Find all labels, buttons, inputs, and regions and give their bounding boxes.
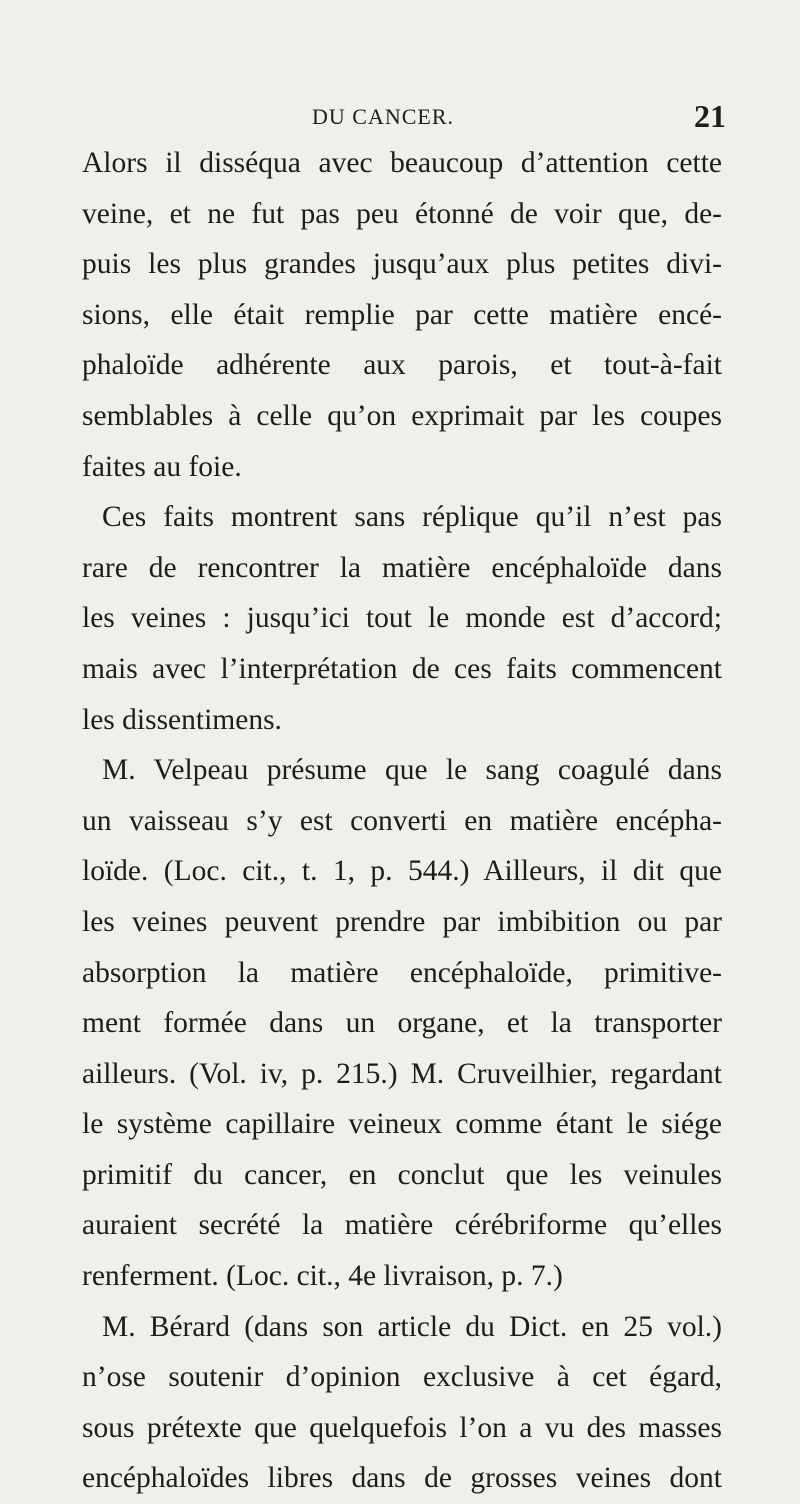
text-line: sous prétexte que quelquefois l’on a vu des masses <box>82 1411 722 1444</box>
text-line: les veines : jusqu’ici tout le monde est d’accord; <box>82 602 722 635</box>
text-line: phaloïde adhérente aux parois, et tout-à-fait <box>82 349 722 382</box>
text-line: loïde. (Loc. cit., t. 1, p. 544.) Ailleurs, il dit que <box>82 855 722 888</box>
text-line: n’ose soutenir d’opinion exclusive à cet égard, <box>82 1361 722 1394</box>
page-number: 21 <box>694 98 726 134</box>
running-head <box>0 98 800 132</box>
text-line: absorption la matière encéphaloïde, primitive- <box>82 956 722 989</box>
text-line: un vaisseau s’y est converti en matière encépha- <box>82 804 722 837</box>
running-title: DU CANCER. <box>312 104 455 129</box>
text-line: Alors il disséqua avec beaucoup d’attention cette <box>82 147 722 179</box>
text-line: faites au foie. <box>82 450 242 483</box>
text-line: renferment. (Loc. cit., 4e livraison, p. 7.) <box>82 1260 563 1293</box>
text-line: encéphaloïdes libres dans de grosses veines dont <box>82 1462 722 1495</box>
text-line: M. Velpeau présume que le sang coagulé dans <box>102 754 722 787</box>
body-text <box>82 138 722 1504</box>
text-line: veine, et ne fut pas peu étonné de voir que, de- <box>82 197 722 230</box>
text-line: les dissentimens. <box>82 703 282 736</box>
text-line: puis les plus grandes jusqu’aux plus petites divi- <box>82 248 722 281</box>
text-line: les veines peuvent prendre par imbibition ou par <box>82 905 722 938</box>
text-line: semblables à celle qu’on exprimait par les coupes <box>82 399 722 432</box>
text-line: le système capillaire veineux comme étant le siége <box>82 1108 722 1141</box>
text-line: mais avec l’interprétation de ces faits commencent <box>82 652 722 685</box>
text-line: M. Bérard (dans son article du Dict. en 25 vol.) <box>102 1310 722 1343</box>
text-line: Ces faits montrent sans réplique qu’il n’est pas <box>102 501 722 534</box>
text-line: rare de rencontrer la matière encéphaloïde dans <box>82 551 722 584</box>
text-line: primitif du cancer, en conclut que les veinules <box>82 1158 722 1191</box>
text-line: auraient secrété la matière cérébriforme qu’elles <box>82 1209 722 1242</box>
text-line: ailleurs. (Vol. iv, p. 215.) M. Cruveilhier, regardant <box>82 1057 722 1090</box>
text-line: sions, elle était remplie par cette matière encé- <box>82 298 722 331</box>
text-line: ment formée dans un organe, et la transporter <box>82 1007 722 1040</box>
